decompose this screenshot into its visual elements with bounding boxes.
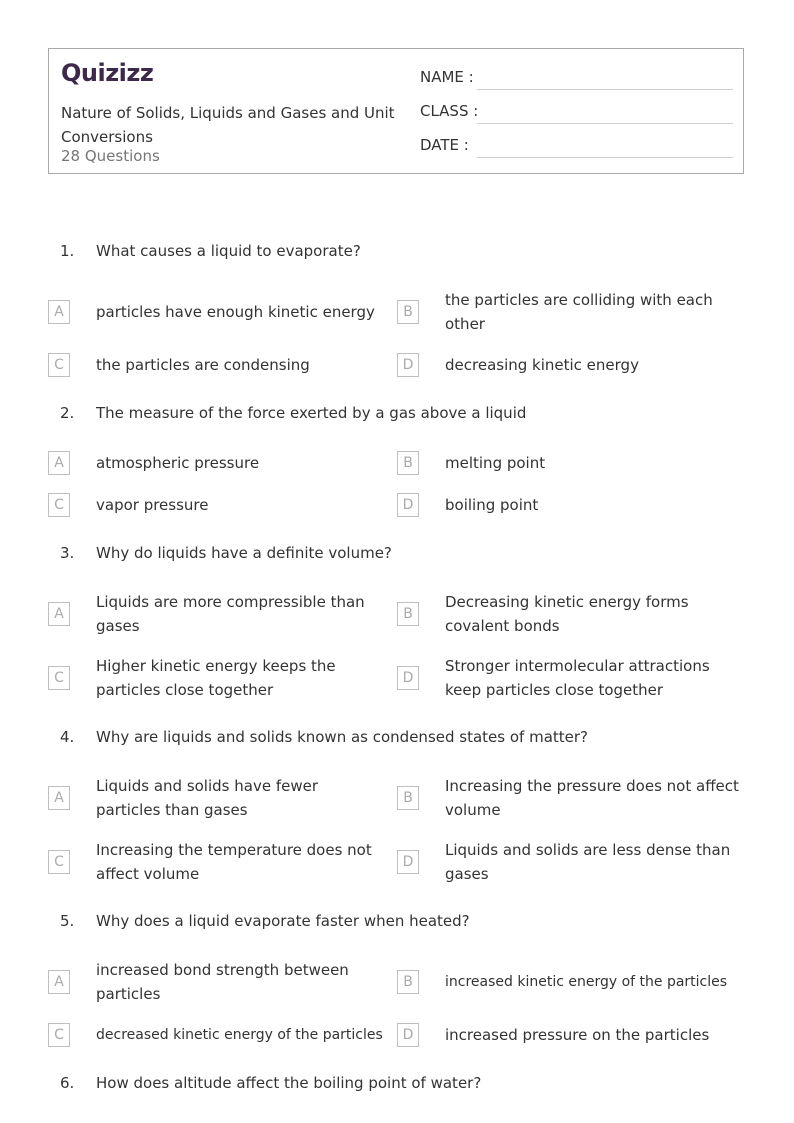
option-a-text: Liquids are more compressible than gases xyxy=(96,593,365,635)
option-c-text: Increasing the temperature does not affect volume xyxy=(96,841,372,883)
option-d-text: decreasing kinetic energy xyxy=(445,356,639,374)
option-d-text: Stronger intermolecular attractions keep particles close together xyxy=(445,657,710,699)
question-number: 1. xyxy=(60,242,75,260)
option-d-text: Liquids and solids are less dense than gases xyxy=(445,841,731,883)
option-a-box[interactable]: A xyxy=(48,300,70,324)
class-line[interactable] xyxy=(477,123,733,124)
option-b-box[interactable]: B xyxy=(397,602,419,626)
option-d-box[interactable]: D xyxy=(397,353,419,377)
option-c-box[interactable]: C xyxy=(48,850,70,874)
question-count: 28 Questions xyxy=(61,147,160,165)
option-c-box[interactable]: C xyxy=(48,353,70,377)
question-text: The measure of the force exerted by a gas above a liquid xyxy=(96,404,527,422)
option-a-box[interactable]: A xyxy=(48,602,70,626)
option-d-box[interactable]: D xyxy=(397,850,419,874)
option-c-text: decreased kinetic energy of the particles xyxy=(96,1027,383,1043)
option-b-text: increased kinetic energy of the particles xyxy=(445,974,728,990)
option-c-box[interactable]: C xyxy=(48,666,70,690)
option-a-text: atmospheric pressure xyxy=(96,454,260,472)
option-b-text: Increasing the pressure does not affect volume xyxy=(445,777,739,819)
date-label: DATE : xyxy=(420,136,469,154)
class-label: CLASS : xyxy=(420,102,479,120)
question-number: 3. xyxy=(60,544,75,562)
option-a-text: increased bond strength between particles xyxy=(96,961,349,1003)
question-text: Why does a liquid evaporate faster when heated? xyxy=(96,912,470,930)
option-b-box[interactable]: B xyxy=(397,300,419,324)
option-a-box[interactable]: A xyxy=(48,451,70,475)
option-d-box[interactable]: D xyxy=(397,666,419,690)
question-number: 6. xyxy=(60,1074,75,1092)
option-c-text: vapor pressure xyxy=(96,496,209,514)
question-text: Why are liquids and solids known as condensed states of matter? xyxy=(96,728,589,746)
option-c-box[interactable]: C xyxy=(48,493,70,517)
question-text: What causes a liquid to evaporate? xyxy=(96,242,361,260)
worksheet-header xyxy=(48,48,744,174)
option-c-text: Higher kinetic energy keeps the particles close together xyxy=(96,657,336,699)
question-text: Why do liquids have a definite volume? xyxy=(96,544,392,562)
question-number: 2. xyxy=(60,404,75,422)
name-line[interactable] xyxy=(477,89,733,90)
option-a-text: particles have enough kinetic energy xyxy=(96,303,375,321)
option-b-text: melting point xyxy=(445,454,546,472)
option-d-box[interactable]: D xyxy=(397,493,419,517)
option-a-box[interactable]: A xyxy=(48,786,70,810)
date-line[interactable] xyxy=(477,157,733,158)
option-a-text: Liquids and solids have fewer particles than gases xyxy=(96,777,318,819)
option-b-box[interactable]: B xyxy=(397,970,419,994)
option-c-box[interactable]: C xyxy=(48,1023,70,1047)
option-d-text: increased pressure on the particles xyxy=(445,1026,710,1044)
option-d-box[interactable]: D xyxy=(397,1023,419,1047)
option-b-text: the particles are colliding with each other xyxy=(445,291,713,333)
question-text: How does altitude affect the boiling point of water? xyxy=(96,1074,482,1092)
question-number: 5. xyxy=(60,912,75,930)
option-a-box[interactable]: A xyxy=(48,970,70,994)
worksheet-title: Nature of Solids, Liquids and Gases and Unit Conversions xyxy=(61,104,395,146)
option-d-text: boiling point xyxy=(445,496,539,514)
quizizz-logo: Quizizz xyxy=(61,59,154,87)
option-b-box[interactable]: B xyxy=(397,786,419,810)
name-label: NAME : xyxy=(420,68,474,86)
option-b-text: Decreasing kinetic energy forms covalent bonds xyxy=(445,593,689,635)
option-c-text: the particles are condensing xyxy=(96,356,310,374)
option-b-box[interactable]: B xyxy=(397,451,419,475)
question-number: 4. xyxy=(60,728,75,746)
